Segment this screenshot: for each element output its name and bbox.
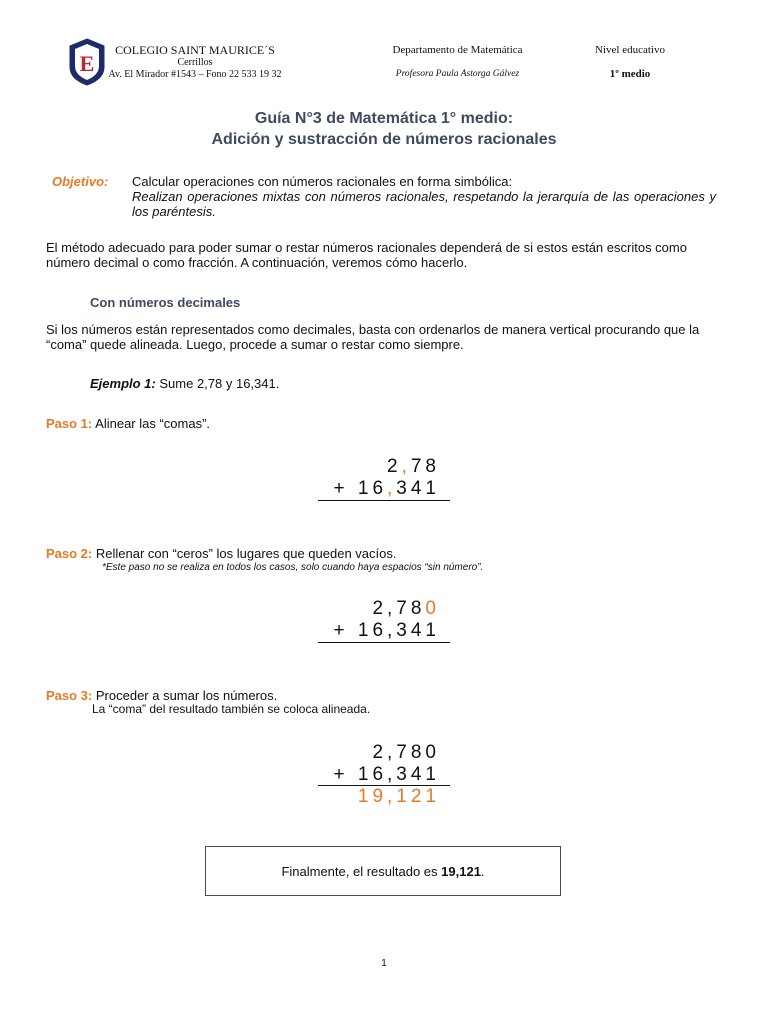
page-number: 1	[381, 958, 387, 969]
step-2	[46, 546, 483, 574]
step-2-top-number: 2,780	[372, 598, 440, 619]
objective-text	[132, 174, 716, 219]
step-3	[46, 688, 370, 716]
step-3-text: Proceder a sumar los números.	[95, 688, 278, 703]
intro-paragraph: El método adecuado para poder sumar o restar números racionales dependerá de si estos están escritos como número decimal o como fracción. A continuación, veremos cómo hacerlo.	[46, 240, 687, 270]
conclusion-box	[205, 846, 561, 896]
step-2-bottom-number: + 16,341	[333, 620, 440, 641]
step-3-result-number: 19,121	[357, 786, 440, 807]
example-label: Ejemplo 1:	[90, 376, 156, 391]
page-title	[0, 108, 768, 150]
step-2-sum-line	[318, 642, 450, 643]
school-city: Cerrillos	[177, 57, 213, 68]
school-name: COLEGIO SAINT MAURICE´S	[115, 43, 275, 57]
level-info	[560, 43, 700, 81]
teacher-name: Profesora Paula Astorga Gálvez	[395, 69, 520, 79]
section-title: Con números decimales	[90, 295, 241, 310]
department-info	[370, 43, 545, 81]
step-2-text: Rellenar con “ceros” los lugares que queden vacíos.	[95, 546, 397, 561]
step-1-top-number: 2,78	[387, 456, 440, 477]
example-1	[90, 376, 279, 391]
department-name: Departamento de Matemática	[392, 44, 523, 56]
step-2-label: Paso 2:	[46, 546, 93, 561]
objective-main: Calcular operaciones con números racionales en forma simbólica:	[132, 174, 513, 189]
step-3-top-number: 2,780	[372, 742, 440, 763]
conclusion-period: .	[480, 863, 485, 879]
objective-label: Objetivo:	[52, 174, 109, 189]
level-value: 1º medio	[609, 68, 651, 80]
title-line-1: Guía N°3 de Matemática 1° medio:	[254, 110, 514, 127]
svg-text:E: E	[79, 51, 95, 76]
conclusion-value: 19,121	[441, 863, 481, 879]
step-1	[46, 416, 210, 431]
step-3-bottom-number: + 16,341	[333, 764, 440, 785]
example-text: Sume 2,78 y 16,341.	[159, 376, 280, 391]
conclusion-text: Finalmente, el resultado es	[281, 863, 438, 879]
level-label: Nivel educativo	[595, 44, 665, 56]
step-1-bottom-number: + 16,341	[333, 478, 440, 499]
objective-detail: Realizan operaciones mixtas con números racionales, respetando la jerarquía de las operaciones y los paréntesis.	[132, 189, 716, 219]
school-address: Av. El Mirador #1543 – Fono 22 533 19 32	[108, 69, 282, 80]
step-1-label: Paso 1:	[46, 416, 93, 431]
school-info	[0, 43, 390, 81]
step-3-note: La “coma” del resultado también se coloca alineada.	[92, 702, 371, 716]
step-3-label: Paso 3:	[46, 688, 93, 703]
title-line-2: Adición y sustracción de números racionales	[211, 131, 557, 148]
section-paragraph: Si los números están representados como decimales, basta con ordenarlos de manera vertical procurando que la “coma” quede alineada. Luego, procede a sumar o restar como siempre.	[46, 322, 700, 352]
step-2-note: *Este paso no se realiza en todos los casos, solo cuando haya espacios “sin número”.	[102, 562, 484, 573]
step-1-text: Alinear las “comas”.	[95, 416, 211, 431]
step-1-sum-line	[318, 500, 450, 501]
